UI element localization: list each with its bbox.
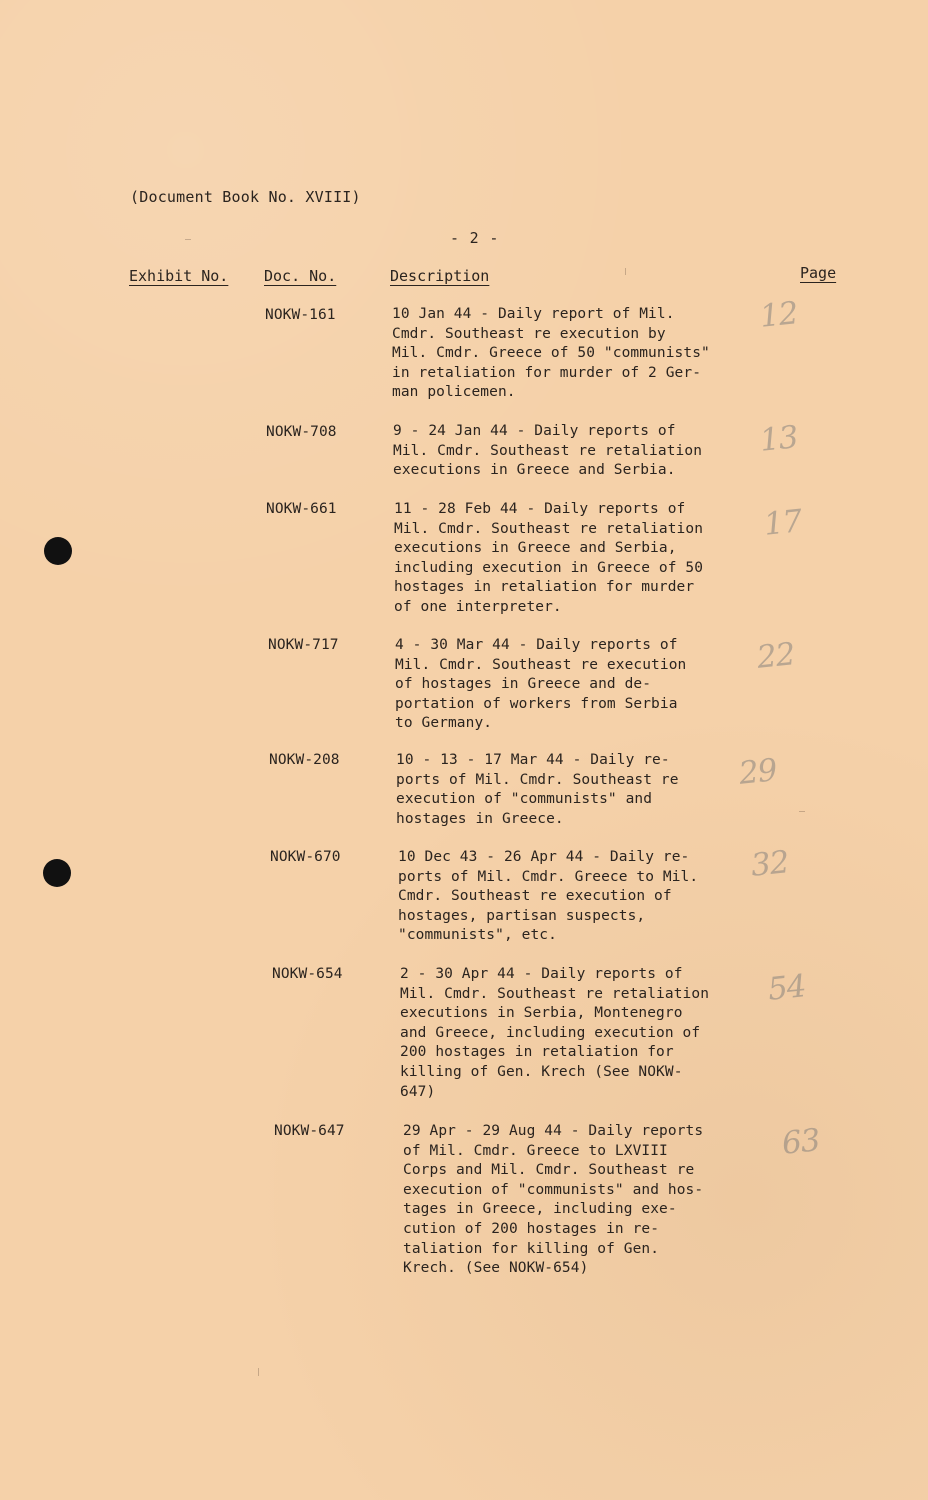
handwritten-page-number: 22: [755, 636, 797, 676]
entry-description: 10 - 13 - 17 Mar 44 - Daily re- ports of Mil. Cmdr. Southeast re execution of "communists" and hostages in Greece.: [396, 752, 679, 827]
handwritten-page-number: 13: [758, 419, 800, 459]
entry-description: 11 - 28 Feb 44 - Daily reports of Mil. Cmdr. Southeast re retaliation executions in Greece and Serbia, including execution in Greece of 50 hostages in retaliation for murder of one interpreter.: [394, 501, 704, 615]
paper-speck: [185, 239, 191, 240]
exhibit-header: Exhibit No.: [129, 267, 229, 285]
paper-speck: [258, 1368, 259, 1376]
document-number: NOKW-647: [274, 1123, 345, 1139]
handwritten-page-number: 63: [780, 1122, 822, 1162]
page-number: - 2 -: [450, 229, 500, 247]
description-header: Description: [390, 267, 490, 285]
page-header: Page: [800, 264, 837, 282]
entry-description: 29 Apr - 29 Aug 44 - Daily reports of Mil. Cmdr. Greece to LXVIII Corps and Mil. Cmdr. Southeast re execution of "communists" and hos- tages in Greece, including exe- cution of 200 hostages in re- taliation for killing of Gen. Krech. (See NOKW-654): [403, 1123, 704, 1277]
document-number: NOKW-670: [270, 849, 341, 865]
paper-speck: [799, 811, 805, 812]
document-number: NOKW-208: [269, 752, 340, 768]
document-number: NOKW-654: [272, 966, 343, 982]
handwritten-page-number: 17: [762, 503, 804, 543]
entry-description: 2 - 30 Apr 44 - Daily reports of Mil. Cmdr. Southeast re retaliation executions in Serbia, Montenegro and Greece, including execution of 200 hostages in retaliation for killing of Gen. Krech (See NOKW- 647): [400, 966, 710, 1100]
document-number-header: Doc. No.: [264, 267, 337, 285]
handwritten-page-number: 12: [758, 295, 800, 335]
handwritten-page-number: 32: [749, 844, 791, 884]
entry-description: 4 - 30 Mar 44 - Daily reports of Mil. Cmdr. Southeast re execution of hostages in Greece and de- portation of workers from Serbia to Germany.: [395, 637, 687, 732]
document-number: NOKW-717: [268, 637, 339, 653]
entry-description: 10 Dec 43 - 26 Apr 44 - Daily re- ports of Mil. Cmdr. Greece to Mil. Cmdr. Southeast re execution of hostages, partisan suspects, "communists", etc.: [398, 849, 699, 944]
document-book-title: (Document Book No. XVIII): [130, 188, 361, 206]
entry-description: 10 Jan 44 - Daily report of Mil. Cmdr. Southeast re execution by Mil. Cmdr. Greece of 50 "communists" in retaliation for murder of 2 Ger- man policemen.: [392, 306, 710, 401]
punch-hole: [44, 537, 72, 565]
punch-hole: [43, 859, 71, 887]
document-number: NOKW-661: [266, 501, 337, 517]
entry-description: 9 - 24 Jan 44 - Daily reports of Mil. Cmdr. Southeast re retaliation executions in Greece and Serbia.: [393, 423, 703, 479]
document-number: NOKW-161: [265, 307, 336, 323]
handwritten-page-number: 54: [766, 968, 808, 1008]
handwritten-page-number: 29: [737, 752, 779, 792]
paper-speck: [625, 268, 626, 275]
document-number: NOKW-708: [266, 424, 337, 440]
